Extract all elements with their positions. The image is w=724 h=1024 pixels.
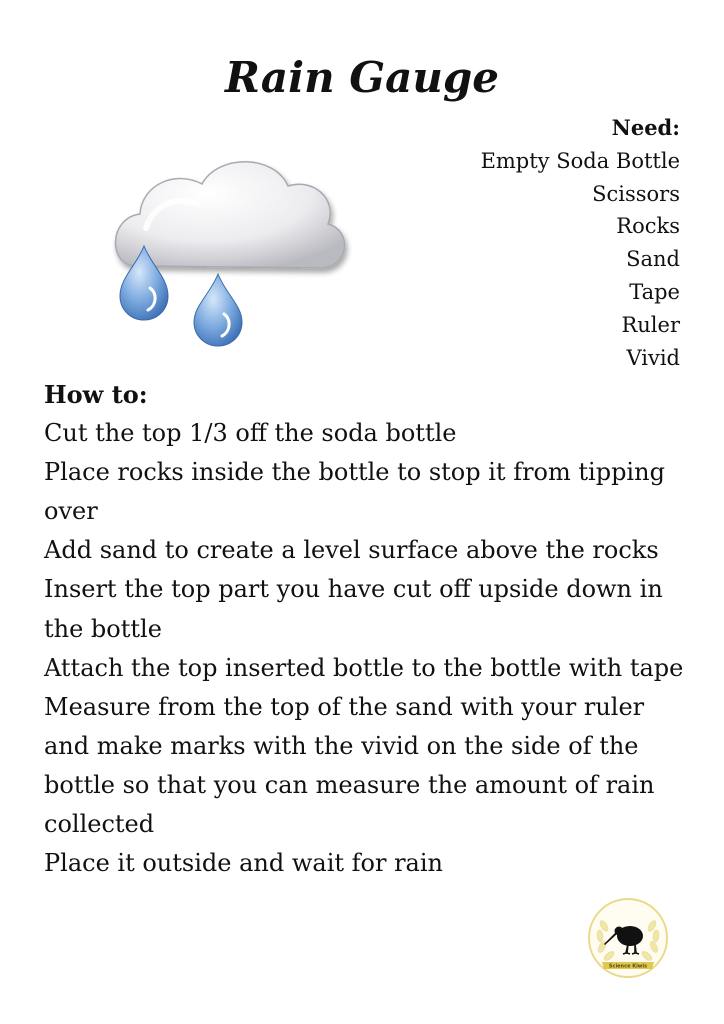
step-item: Cut the top 1/3 off the soda bottle (44, 419, 457, 448)
needs-list (481, 112, 680, 374)
step-item: Place it outside and wait for rain (44, 849, 443, 878)
step-item: Add sand to create a level surface above the rocks (44, 536, 659, 565)
step-item: Attach the top inserted bottle to the bottle with tape (44, 653, 684, 682)
step-item: Insert the top part you have cut off upside down in the bottle (44, 575, 663, 643)
howto-heading: How to: (44, 380, 148, 409)
needs-item: Vivid (626, 345, 680, 370)
step-item: Measure from the top of the sand with your ruler and make marks with the vivid on the side of the bottle so that you can measure the amount of rain collected (44, 692, 655, 839)
needs-item: Scissors (592, 181, 680, 206)
needs-item: Empty Soda Bottle (480, 148, 680, 173)
logo-text: Science Kiwis (608, 963, 648, 970)
needs-item: Tape (629, 279, 680, 304)
rain-cloud-icon (106, 148, 356, 358)
needs-item: Rocks (616, 214, 680, 239)
page-title: Rain Gauge (225, 53, 499, 102)
raindrop-icon (194, 274, 242, 346)
steps-list (44, 414, 688, 883)
howto-section (44, 375, 688, 883)
needs-heading: Need: (611, 115, 680, 140)
step-item: Place rocks inside the bottle to stop it from tipping over (44, 458, 665, 526)
science-kiwis-logo (586, 896, 670, 980)
needs-item: Sand (626, 247, 680, 272)
needs-item: Ruler (621, 312, 680, 337)
